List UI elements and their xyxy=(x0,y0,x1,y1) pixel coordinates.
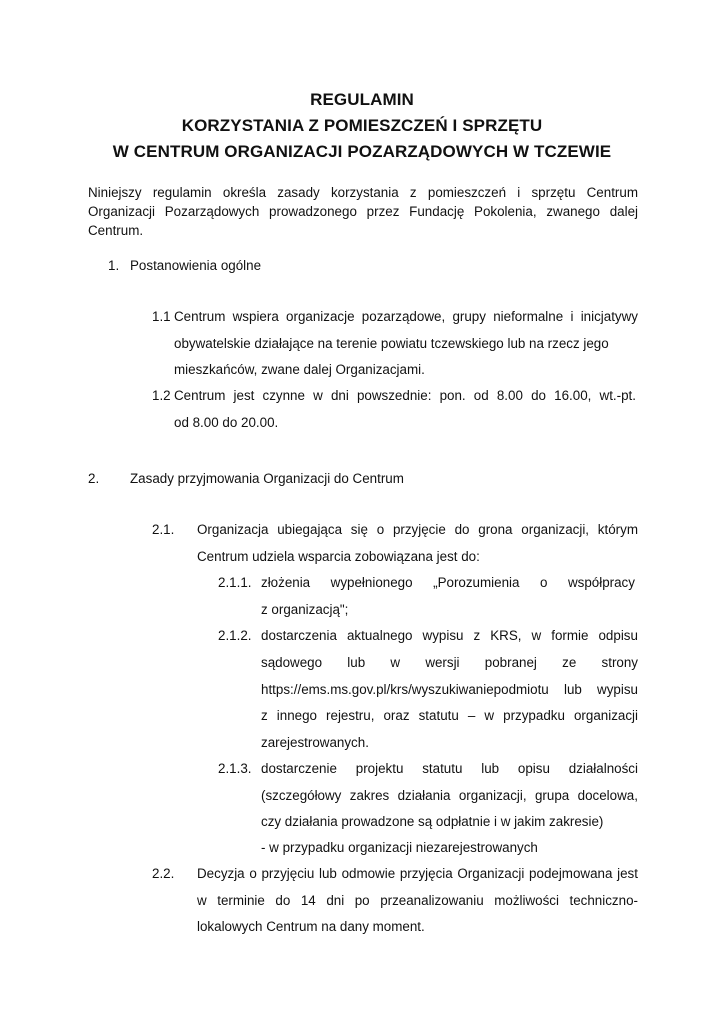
word: Decyzja xyxy=(197,866,245,881)
word: „Porozumienia xyxy=(433,575,520,590)
word: grupa xyxy=(534,788,570,803)
item-2-1-2-line-3 xyxy=(261,682,638,697)
item-1-2-line-2: od 8.00 do 20.00. xyxy=(174,415,279,430)
item-2-1-1-line-1 xyxy=(261,575,635,590)
item-2-1-3-line-2 xyxy=(261,788,638,803)
word: rejestru, xyxy=(326,708,375,723)
title-line-1: REGULAMIN xyxy=(310,90,414,109)
title-line-3: W CENTRUM ORGANIZACJI POZARZĄDOWYCH W TCZEWIE xyxy=(112,142,612,161)
word: – xyxy=(467,708,476,723)
word: odmowie xyxy=(341,866,396,881)
word: Organizacja xyxy=(197,522,269,537)
word: https://ems.ms.gov.pl/krs/wyszukiwaniepodmiotu xyxy=(261,682,549,697)
word: po xyxy=(354,893,370,908)
item-2-1-3-number: 2.1.3. xyxy=(218,761,252,776)
word: o xyxy=(376,522,385,537)
word: dni xyxy=(326,893,345,908)
word: Centrum xyxy=(174,309,226,324)
word: sądowego xyxy=(261,655,323,670)
word: innego xyxy=(276,708,317,723)
item-2-1-line-2: Centrum udziela wsparcia zobowiązana jest do: xyxy=(197,549,480,564)
word: z xyxy=(473,628,481,643)
item-2-1-1-number: 2.1.1. xyxy=(218,575,252,590)
word: projektu xyxy=(355,761,404,776)
item-1-2-line-1 xyxy=(174,388,636,403)
word: powszednie: xyxy=(356,388,432,403)
word: Organizacji xyxy=(457,866,525,881)
word: aktualnego xyxy=(346,628,413,643)
word: ze xyxy=(562,655,577,670)
word: wersji xyxy=(425,655,460,670)
section-2-heading: Zasady przyjmowania Organizacji do Centrum xyxy=(130,471,404,486)
word: techniczno- xyxy=(569,893,638,908)
word: w xyxy=(197,893,207,908)
word: organizacji, xyxy=(521,522,590,537)
word: przeanalizowaniu xyxy=(380,893,484,908)
word: w xyxy=(484,708,495,723)
word: lub xyxy=(481,761,500,776)
word: formie xyxy=(551,628,589,643)
word: lub xyxy=(347,655,366,670)
word: wspiera xyxy=(232,309,279,324)
word: w xyxy=(531,628,542,643)
word: wt.-pt. xyxy=(599,388,636,403)
word: jest xyxy=(617,866,638,881)
word: czynne xyxy=(262,388,305,403)
word: odpisu xyxy=(598,628,638,643)
word: ubiegająca xyxy=(277,522,343,537)
word: grupy xyxy=(452,309,486,324)
word: i xyxy=(570,309,574,324)
word: opisu xyxy=(517,761,550,776)
word: oraz xyxy=(383,708,410,723)
word: się xyxy=(350,522,368,537)
word: pobranej xyxy=(484,655,537,670)
item-1-1-line-2: obywatelskie działające na terenie powiatu tczewskiego lub na rzecz jego xyxy=(174,336,609,351)
word: działalności xyxy=(568,761,638,776)
word: wypisu xyxy=(597,682,638,697)
word: pon. xyxy=(439,388,466,403)
intro-paragraph: Niniejszy regulamin określa zasady korzystania z pomieszczeń i sprzętu Centrum Organizacji Pozarządowych prowadzonego przez Fundację Pokolenia, zwanego dalej Centrum. xyxy=(88,185,638,238)
section-2-number: 2. xyxy=(88,471,100,486)
item-1-2-number: 1.2 xyxy=(152,388,171,403)
word: jest xyxy=(233,388,255,403)
word: współpracy xyxy=(567,575,635,590)
word: przypadku xyxy=(503,708,565,723)
word: docelowa, xyxy=(577,788,638,803)
item-2-2-line-2 xyxy=(197,893,638,908)
item-2-1-2-line-4 xyxy=(261,708,638,723)
word: strony xyxy=(601,655,638,670)
word: o xyxy=(539,575,548,590)
word: którym xyxy=(597,522,638,537)
item-2-1-3-line-3: czy działania prowadzone są odpłatnie i w jakim zakresie) xyxy=(261,814,604,829)
item-2-1-3-line-1 xyxy=(261,761,638,776)
word: grona xyxy=(478,522,513,537)
word: lub xyxy=(563,682,582,697)
item-2-2-line-1 xyxy=(197,866,638,881)
word: od xyxy=(473,388,489,403)
item-2-1-2-line-5: zarejestrowanych. xyxy=(261,735,369,750)
word: organizacji xyxy=(573,708,638,723)
item-2-1-3-line-4: - w przypadku organizacji niezarejestrowanych xyxy=(261,840,538,855)
word: do xyxy=(454,522,470,537)
word: statutu xyxy=(422,761,463,776)
word: 14 xyxy=(300,893,316,908)
word: podejmowana xyxy=(529,866,613,881)
word: przyjęciu xyxy=(261,866,315,881)
item-2-1-1-line-2: z organizacją"; xyxy=(261,602,349,617)
item-2-2-number: 2.2. xyxy=(152,866,175,881)
word: organizacji, xyxy=(458,788,527,803)
word: działania xyxy=(397,788,451,803)
word: lub xyxy=(319,866,337,881)
word: dni xyxy=(330,388,349,403)
word: 8.00 xyxy=(496,388,523,403)
section-1-heading: Postanowienia ogólne xyxy=(130,258,262,273)
word: statutu xyxy=(418,708,459,723)
word: inicjatywy xyxy=(580,309,638,324)
item-2-1-line-1 xyxy=(197,522,638,537)
word: w xyxy=(313,388,323,403)
word: terminie xyxy=(217,893,265,908)
item-1-1-line-1 xyxy=(174,309,638,324)
word: Centrum xyxy=(174,388,226,403)
item-2-1-2-line-1 xyxy=(261,628,638,643)
word: organizacje xyxy=(286,309,355,324)
item-1-1-number: 1.1 xyxy=(152,309,171,324)
item-2-1-2-line-2 xyxy=(261,655,638,670)
word: złożenia xyxy=(261,575,311,590)
word: do xyxy=(531,388,546,403)
word: do xyxy=(275,893,291,908)
word: nieformalne xyxy=(493,309,564,324)
word: pozarządowe, xyxy=(361,309,446,324)
word: dostarczenia xyxy=(261,628,337,643)
item-2-1-2-number: 2.1.2. xyxy=(218,628,252,643)
word: o xyxy=(249,866,257,881)
word: przyjęcia xyxy=(399,866,453,881)
word: przyjęcie xyxy=(392,522,446,537)
item-2-2-line-3: lokalowych Centrum na dany moment. xyxy=(197,919,425,934)
word: 16.00, xyxy=(554,388,592,403)
word: możliwości xyxy=(494,893,559,908)
title-line-2: KORZYSTANIA Z POMIESZCZEŃ I SPRZĘTU xyxy=(181,116,543,135)
word: w xyxy=(390,655,401,670)
word: dostarczenie xyxy=(261,761,337,776)
word: wypisu xyxy=(422,628,464,643)
section-1-number: 1. xyxy=(108,258,120,273)
word: KRS, xyxy=(490,628,522,643)
item-1-1-line-3: mieszkańców, zwane dalej Organizacjami. xyxy=(174,362,425,377)
word: z xyxy=(261,708,268,723)
word: zakres xyxy=(349,788,390,803)
word: wypełnionego xyxy=(330,575,413,590)
item-2-1-number: 2.1. xyxy=(152,522,175,537)
word: (szczegółowy xyxy=(261,788,342,803)
